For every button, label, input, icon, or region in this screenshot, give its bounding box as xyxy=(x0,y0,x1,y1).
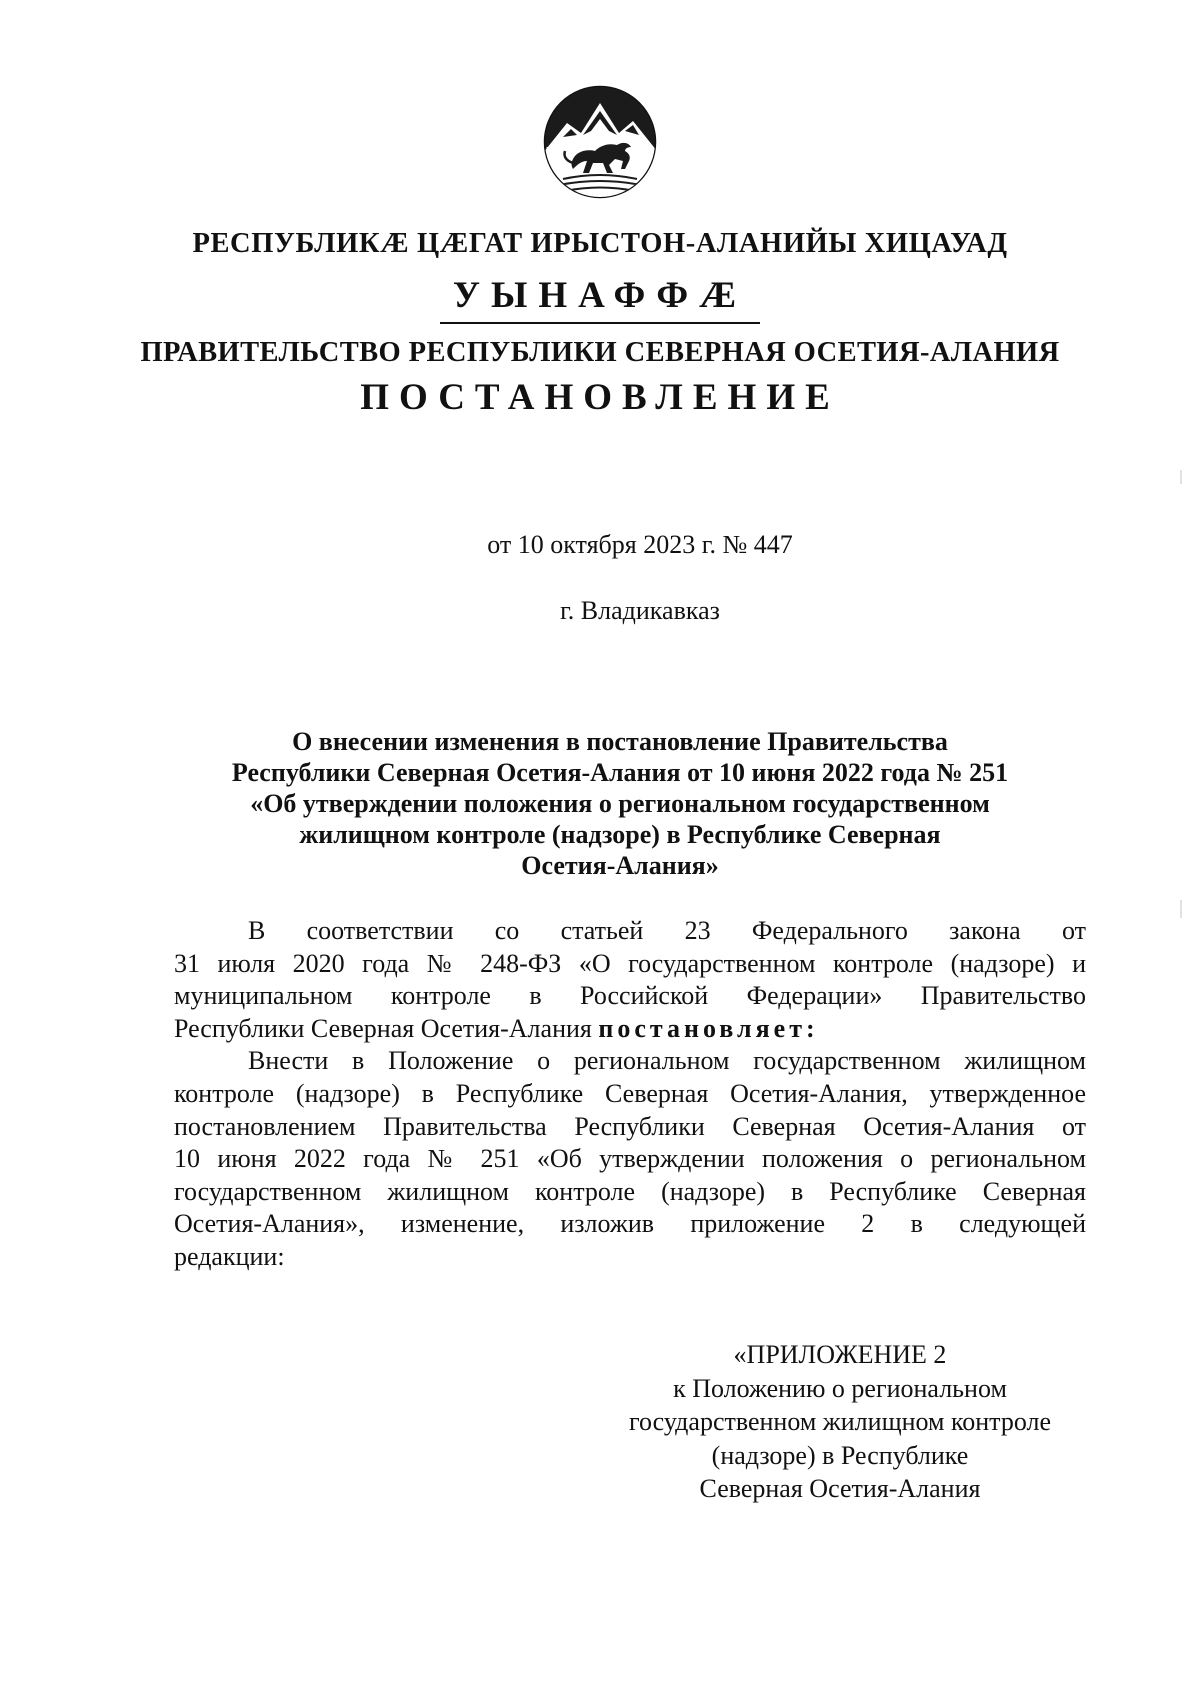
ossetian-document-type: УЫНАФФӔ xyxy=(452,275,748,316)
document-title xyxy=(160,726,1080,881)
scan-artifact xyxy=(1180,900,1182,918)
resolves-keyword: постановляет: xyxy=(598,1013,819,1043)
body-line: Внести в Положение о региональном государственном жилищном xyxy=(248,1046,1086,1076)
body-line: 10 июня 2022 года № 251 «Об утверждении положения о региональном xyxy=(174,1144,1086,1174)
document-city: г. Владикавказ xyxy=(560,596,720,625)
title-line: жилищном контроле (надзоре) в Республике Северная xyxy=(299,820,941,849)
body-line: контроле (надзоре) в Республике Северная Осетия-Алания, утвержденное xyxy=(174,1078,1086,1108)
appendix-line: Северная Осетия-Алания xyxy=(699,1474,981,1503)
title-line: «Об утверждении положения о региональном государственном xyxy=(250,789,990,818)
body-line: государственном жилищном контроле (надзоре) в Республике Северная xyxy=(174,1176,1086,1206)
appendix-heading xyxy=(610,1338,1070,1506)
appendix-line: (надзоре) в Республике xyxy=(711,1440,969,1470)
ossetian-authority-heading: РЕСПУБЛИКӔ ЦӔГАТ ИРЫСТОН-АЛАНИЙЫ ХИЦАУАД xyxy=(192,228,1008,259)
russian-authority-heading: ПРАВИТЕЛЬСТВО РЕСПУБЛИКИ СЕВЕРНАЯ ОСЕТИЯ-АЛАНИЯ xyxy=(140,337,1060,368)
header-divider xyxy=(440,322,760,324)
body-line: редакции: xyxy=(174,1241,285,1271)
body-line: 31 июля 2020 года № 248-ФЗ «О государственном контроле (надзоре) и xyxy=(174,948,1086,978)
body-line: Осетия-Алания», изменение, изложив приложение 2 в следующей xyxy=(174,1209,1086,1239)
appendix-line: «ПРИЛОЖЕНИЕ 2 xyxy=(733,1340,947,1369)
scan-artifact xyxy=(1180,470,1182,484)
coat-of-arms-emblem xyxy=(543,85,657,199)
title-line: Осетия-Алания» xyxy=(521,851,719,880)
appendix-line: государственном жилищном контроле xyxy=(628,1407,1052,1436)
body-line-text: Республики Северная Осетия-Алания xyxy=(174,1013,599,1043)
title-line: О внесении изменения в постановление Правительства xyxy=(292,727,948,756)
document-body xyxy=(174,915,1086,1274)
appendix-line: к Положению о региональном xyxy=(673,1373,1007,1403)
body-line xyxy=(174,1013,1086,1046)
body-line: постановлением Правительства Республики Северная Осетия-Алания от xyxy=(174,1111,1086,1141)
title-line: Республики Северная Осетия-Алания от 10 июня 2022 года № 251 xyxy=(231,758,1009,787)
body-line: муниципальном контроле в Российской Федерации» Правительство xyxy=(174,981,1086,1011)
russian-document-type: ПОСТАНОВЛЕНИЕ xyxy=(360,377,840,418)
document-date-number: от 10 октября 2023 г. № 447 xyxy=(487,530,793,559)
body-line: В соответствии со статьей 23 Федерального закона от xyxy=(248,916,1086,945)
